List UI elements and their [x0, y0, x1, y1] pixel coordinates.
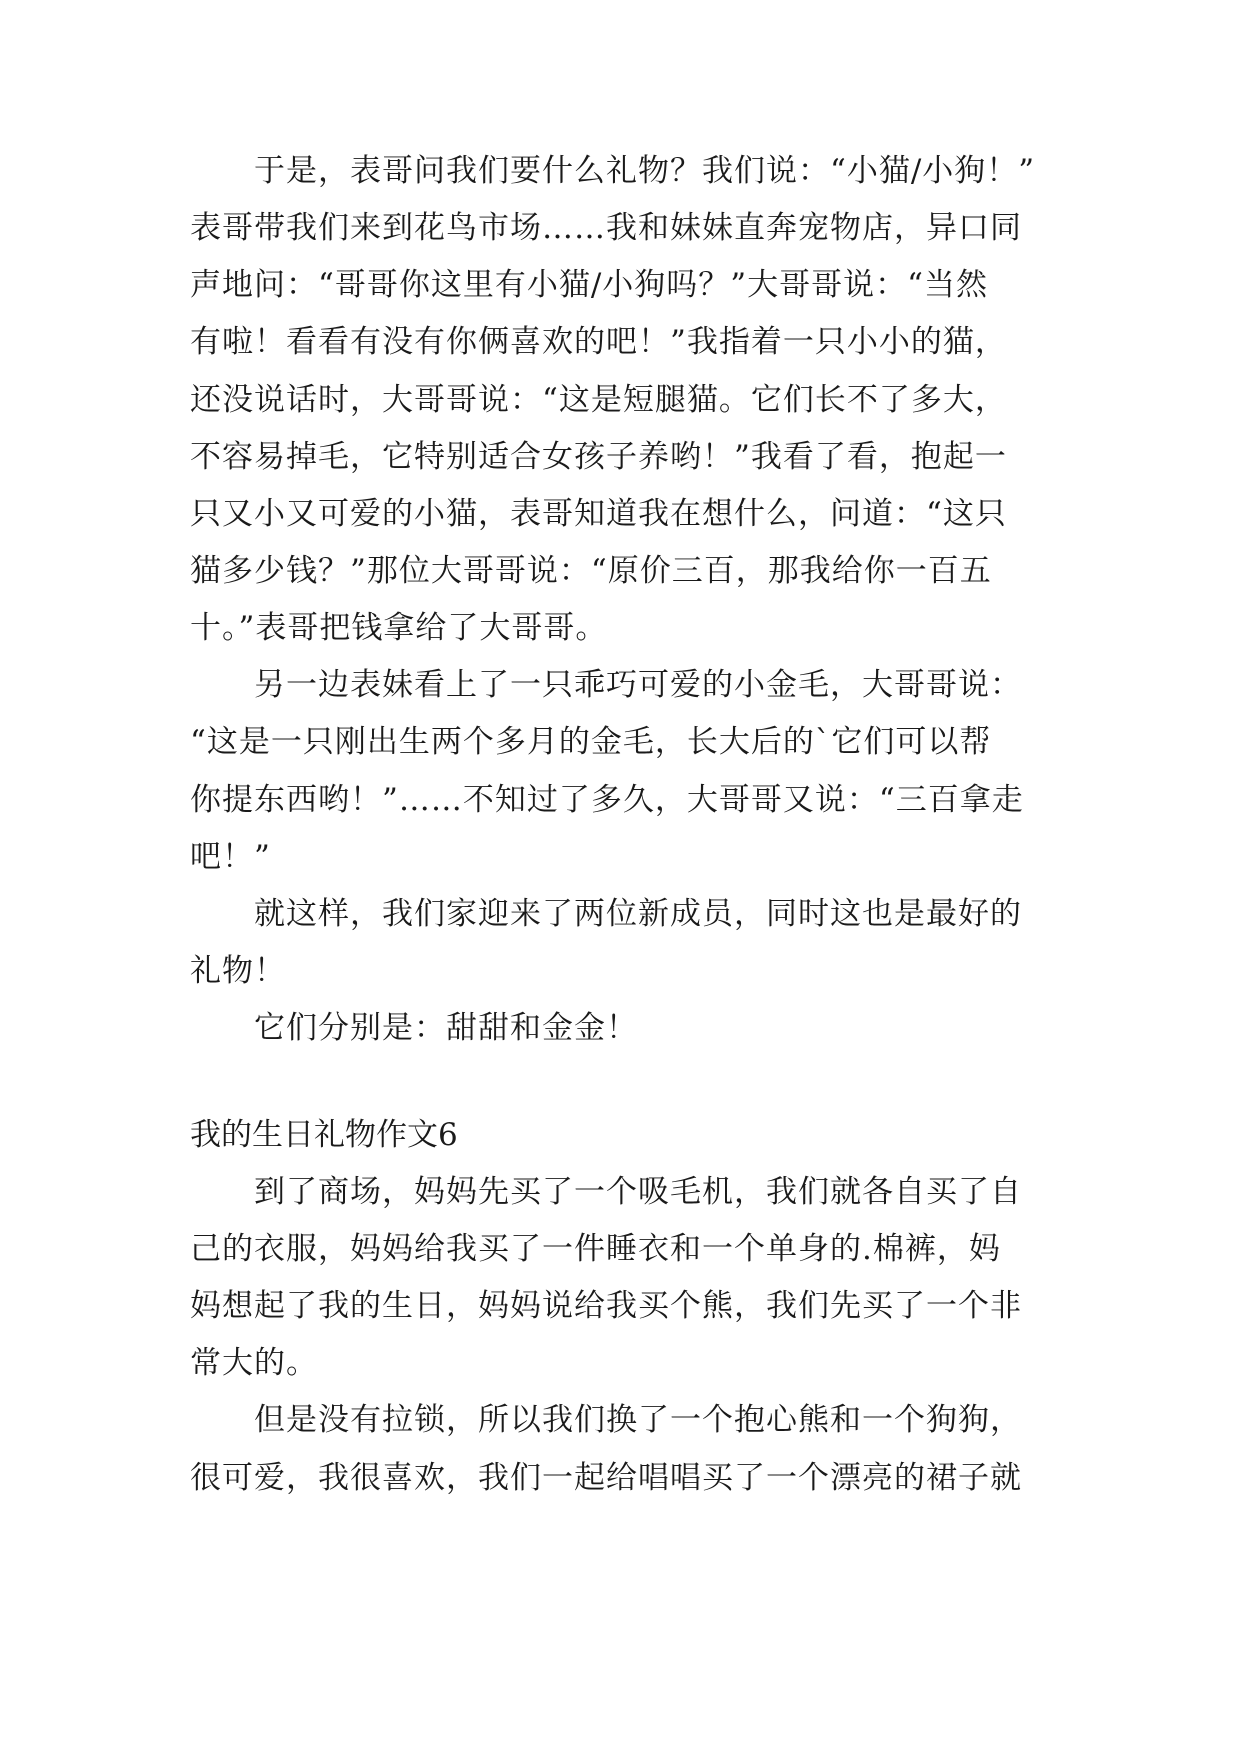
text-line: 常大的。 — [190, 1345, 318, 1381]
text-line: 不容易掉毛，它特别适合女孩子养哟！”我看了看，抱起一 — [190, 439, 1007, 475]
text-line: 吧！” — [190, 839, 271, 875]
text-line: 但是没有拉锁，所以我们换了一个抱心熊和一个狗狗， — [254, 1402, 1022, 1438]
text-line: 有啦！看看有没有你俩喜欢的吧！”我指着一只小小的猫， — [190, 324, 1007, 360]
text-line: 礼物！ — [190, 953, 286, 989]
text-line: 到了商场，妈妈先买了一个吸毛机，我们就各自买了自 — [254, 1174, 1022, 1210]
text-line: 只又小又可爱的小猫，表哥知道我在想什么，问道：“这只 — [190, 496, 1007, 532]
text-line: 声地问：“哥哥你这里有小猫/小狗吗？”大哥哥说：“当然 — [190, 267, 988, 303]
text-line: 己的衣服，妈妈给我买了一件睡衣和一个单身的.棉裤，妈 — [190, 1231, 1001, 1267]
text-line: 另一边表妹看上了一只乖巧可爱的小金毛，大哥哥说： — [254, 667, 1022, 703]
text-line: 于是，表哥问我们要什么礼物？我们说：“小猫/小狗！” — [254, 153, 1036, 189]
text-line: 猫多少钱？”那位大哥哥说：“原价三百，那我给你一百五 — [190, 553, 992, 589]
text-line: 表哥带我们来到花鸟市场……我和妹妹直奔宠物店，异口同 — [190, 210, 1022, 246]
text-line: 就这样，我们家迎来了两位新成员，同时这也是最好的 — [254, 896, 1022, 932]
text-line: 还没说话时，大哥哥说：“这是短腿猫。它们长不了多大， — [190, 382, 1007, 418]
text-line: 你提东西哟！”……不知过了多久，大哥哥又说：“三百拿走 — [190, 782, 1024, 818]
text-line: 它们分别是：甜甜和金金！ — [254, 1010, 638, 1046]
section-heading: 我的生日礼物作文6 — [190, 1117, 458, 1153]
text-line: 十。”表哥把钱拿给了大哥哥。 — [190, 610, 608, 646]
text-line: 妈想起了我的生日，妈妈说给我买个熊，我们先买了一个非 — [190, 1288, 1022, 1324]
text-line: “这是一只刚出生两个多月的金毛，长大后的`它们可以帮 — [190, 724, 992, 760]
text-line: 很可爱，我很喜欢，我们一起给唱唱买了一个漂亮的裙子就 — [190, 1460, 1022, 1496]
